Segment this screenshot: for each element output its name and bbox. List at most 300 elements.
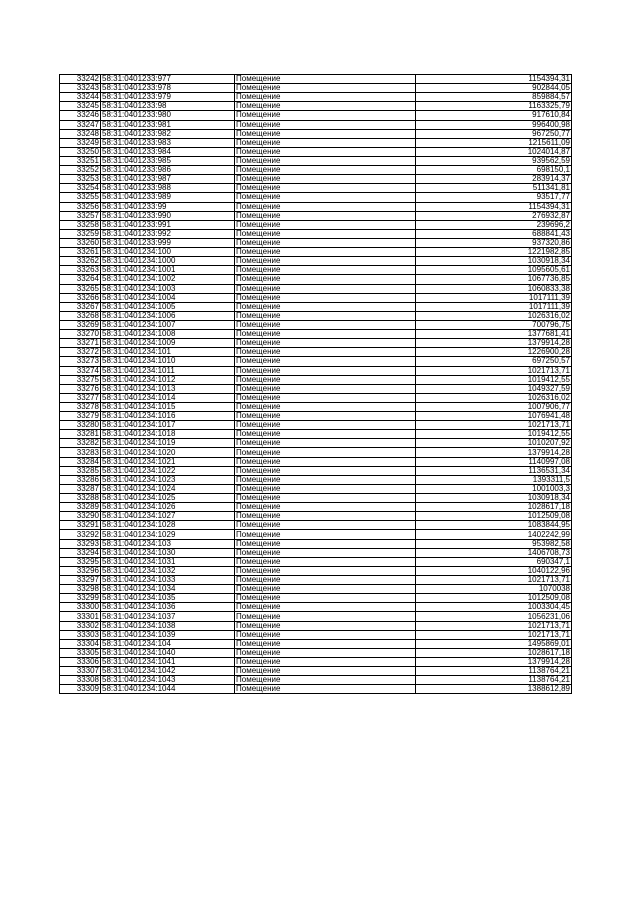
cadastral-value-cell: 1379914,28 bbox=[416, 658, 572, 667]
object-type-cell: Помещение bbox=[235, 639, 416, 648]
cadastral-number-cell: 58:31:0401233:982 bbox=[101, 129, 235, 138]
row-number-cell: 33262 bbox=[60, 257, 101, 266]
cadastral-number-cell: 58:31:0401234:1029 bbox=[101, 530, 235, 539]
cadastral-number-cell: 58:31:0401233:985 bbox=[101, 156, 235, 165]
table-row bbox=[60, 102, 572, 111]
object-type-cell: Помещение bbox=[235, 129, 416, 138]
object-type-cell: Помещение bbox=[235, 621, 416, 630]
cadastral-number-cell: 58:31:0401234:1036 bbox=[101, 603, 235, 612]
table-row bbox=[60, 585, 572, 594]
registry-table-body bbox=[60, 75, 572, 694]
row-number-cell: 33302 bbox=[60, 621, 101, 630]
cadastral-number-cell: 58:31:0401233:990 bbox=[101, 211, 235, 220]
object-type-cell: Помещение bbox=[235, 648, 416, 657]
object-type-cell: Помещение bbox=[235, 166, 416, 175]
row-number-cell: 33260 bbox=[60, 238, 101, 247]
row-number-cell: 33284 bbox=[60, 457, 101, 466]
table-row bbox=[60, 384, 572, 393]
row-number-cell: 33278 bbox=[60, 402, 101, 411]
cadastral-number-cell: 58:31:0401234:1041 bbox=[101, 658, 235, 667]
cadastral-value-cell: 937320,86 bbox=[416, 238, 572, 247]
row-number-cell: 33275 bbox=[60, 375, 101, 384]
object-type-cell: Помещение bbox=[235, 202, 416, 211]
cadastral-number-cell: 58:31:0401233:977 bbox=[101, 75, 235, 84]
object-type-cell: Помещение bbox=[235, 384, 416, 393]
row-number-cell: 33252 bbox=[60, 166, 101, 175]
cadastral-value-cell: 283914,37 bbox=[416, 175, 572, 184]
cadastral-value-cell: 1095605,61 bbox=[416, 266, 572, 275]
cadastral-number-cell: 58:31:0401234:1011 bbox=[101, 366, 235, 375]
cadastral-number-cell: 58:31:0401234:1022 bbox=[101, 466, 235, 475]
cadastral-value-cell: 1021713,71 bbox=[416, 621, 572, 630]
cadastral-value-cell: 1010207,92 bbox=[416, 439, 572, 448]
object-type-cell: Помещение bbox=[235, 257, 416, 266]
row-number-cell: 33296 bbox=[60, 566, 101, 575]
cadastral-value-cell: 1138764,21 bbox=[416, 667, 572, 676]
cadastral-value-cell: 1026316,02 bbox=[416, 393, 572, 402]
cadastral-value-cell: 1379914,28 bbox=[416, 339, 572, 348]
cadastral-number-cell: 58:31:0401234:1005 bbox=[101, 302, 235, 311]
cadastral-value-cell: 700796,75 bbox=[416, 320, 572, 329]
table-row bbox=[60, 539, 572, 548]
cadastral-value-cell: 1138764,21 bbox=[416, 676, 572, 685]
cadastral-value-cell: 1215611,09 bbox=[416, 138, 572, 147]
cadastral-number-cell: 58:31:0401234:1010 bbox=[101, 357, 235, 366]
cadastral-number-cell: 58:31:0401234:1028 bbox=[101, 521, 235, 530]
object-type-cell: Помещение bbox=[235, 512, 416, 521]
row-number-cell: 33251 bbox=[60, 156, 101, 165]
cadastral-number-cell: 58:31:0401234:1026 bbox=[101, 503, 235, 512]
object-type-cell: Помещение bbox=[235, 84, 416, 93]
row-number-cell: 33273 bbox=[60, 357, 101, 366]
object-type-cell: Помещение bbox=[235, 658, 416, 667]
table-row bbox=[60, 548, 572, 557]
cadastral-value-cell: 996400,98 bbox=[416, 120, 572, 129]
cadastral-number-cell: 58:31:0401234:1035 bbox=[101, 594, 235, 603]
cadastral-value-cell: 688841,43 bbox=[416, 229, 572, 238]
row-number-cell: 33292 bbox=[60, 530, 101, 539]
registry-table bbox=[59, 74, 572, 694]
cadastral-value-cell: 690347,1 bbox=[416, 557, 572, 566]
cadastral-number-cell: 58:31:0401233:981 bbox=[101, 120, 235, 129]
cadastral-value-cell: 511341,81 bbox=[416, 184, 572, 193]
object-type-cell: Помещение bbox=[235, 548, 416, 557]
cadastral-number-cell: 58:31:0401234:1003 bbox=[101, 284, 235, 293]
table-row bbox=[60, 75, 572, 84]
cadastral-value-cell: 276932,87 bbox=[416, 211, 572, 220]
cadastral-number-cell: 58:31:0401234:1007 bbox=[101, 320, 235, 329]
row-number-cell: 33287 bbox=[60, 484, 101, 493]
cadastral-number-cell: 58:31:0401234:1000 bbox=[101, 257, 235, 266]
table-row bbox=[60, 229, 572, 238]
row-number-cell: 33242 bbox=[60, 75, 101, 84]
row-number-cell: 33285 bbox=[60, 466, 101, 475]
table-row bbox=[60, 421, 572, 430]
object-type-cell: Помещение bbox=[235, 138, 416, 147]
cadastral-number-cell: 58:31:0401234:1040 bbox=[101, 648, 235, 657]
object-type-cell: Помещение bbox=[235, 585, 416, 594]
row-number-cell: 33272 bbox=[60, 348, 101, 357]
row-number-cell: 33255 bbox=[60, 193, 101, 202]
row-number-cell: 33303 bbox=[60, 630, 101, 639]
cadastral-value-cell: 1070038 bbox=[416, 585, 572, 594]
cadastral-number-cell: 58:31:0401234:1014 bbox=[101, 393, 235, 402]
object-type-cell: Помещение bbox=[235, 348, 416, 357]
cadastral-number-cell: 58:31:0401234:1002 bbox=[101, 275, 235, 284]
row-number-cell: 33308 bbox=[60, 676, 101, 685]
row-number-cell: 33258 bbox=[60, 220, 101, 229]
cadastral-number-cell: 58:31:0401233:99 bbox=[101, 202, 235, 211]
table-row bbox=[60, 475, 572, 484]
cadastral-value-cell: 1007906,77 bbox=[416, 402, 572, 411]
object-type-cell: Помещение bbox=[235, 484, 416, 493]
object-type-cell: Помещение bbox=[235, 630, 416, 639]
object-type-cell: Помещение bbox=[235, 284, 416, 293]
cadastral-number-cell: 58:31:0401233:98 bbox=[101, 102, 235, 111]
table-row bbox=[60, 257, 572, 266]
row-number-cell: 33261 bbox=[60, 248, 101, 257]
cadastral-number-cell: 58:31:0401234:1019 bbox=[101, 439, 235, 448]
table-row bbox=[60, 557, 572, 566]
cadastral-number-cell: 58:31:0401233:987 bbox=[101, 175, 235, 184]
table-row bbox=[60, 166, 572, 175]
row-number-cell: 33288 bbox=[60, 494, 101, 503]
object-type-cell: Помещение bbox=[235, 293, 416, 302]
row-number-cell: 33297 bbox=[60, 576, 101, 585]
row-number-cell: 33276 bbox=[60, 384, 101, 393]
object-type-cell: Помещение bbox=[235, 193, 416, 202]
object-type-cell: Помещение bbox=[235, 75, 416, 84]
cadastral-value-cell: 698150,1 bbox=[416, 166, 572, 175]
table-row bbox=[60, 612, 572, 621]
cadastral-number-cell: 58:31:0401233:989 bbox=[101, 193, 235, 202]
table-row bbox=[60, 284, 572, 293]
object-type-cell: Помещение bbox=[235, 220, 416, 229]
table-row bbox=[60, 120, 572, 129]
row-number-cell: 33298 bbox=[60, 585, 101, 594]
cadastral-value-cell: 1402242,99 bbox=[416, 530, 572, 539]
row-number-cell: 33264 bbox=[60, 275, 101, 284]
object-type-cell: Помещение bbox=[235, 439, 416, 448]
cadastral-value-cell: 239696,2 bbox=[416, 220, 572, 229]
cadastral-number-cell: 58:31:0401234:1027 bbox=[101, 512, 235, 521]
cadastral-number-cell: 58:31:0401234:1008 bbox=[101, 330, 235, 339]
object-type-cell: Помещение bbox=[235, 330, 416, 339]
object-type-cell: Помещение bbox=[235, 402, 416, 411]
row-number-cell: 33246 bbox=[60, 111, 101, 120]
cadastral-value-cell: 1030918,34 bbox=[416, 257, 572, 266]
row-number-cell: 33271 bbox=[60, 339, 101, 348]
cadastral-value-cell: 1393311,5 bbox=[416, 475, 572, 484]
cadastral-value-cell: 953982,58 bbox=[416, 539, 572, 548]
cadastral-value-cell: 1021713,71 bbox=[416, 576, 572, 585]
row-number-cell: 33249 bbox=[60, 138, 101, 147]
table-row bbox=[60, 348, 572, 357]
object-type-cell: Помещение bbox=[235, 93, 416, 102]
table-row bbox=[60, 275, 572, 284]
cadastral-value-cell: 1049327,59 bbox=[416, 384, 572, 393]
cadastral-value-cell: 1056231,06 bbox=[416, 612, 572, 621]
table-row bbox=[60, 457, 572, 466]
object-type-cell: Помещение bbox=[235, 576, 416, 585]
object-type-cell: Помещение bbox=[235, 147, 416, 156]
table-row bbox=[60, 676, 572, 685]
object-type-cell: Помещение bbox=[235, 412, 416, 421]
cadastral-number-cell: 58:31:0401234:100 bbox=[101, 248, 235, 257]
cadastral-value-cell: 1001003,3 bbox=[416, 484, 572, 493]
object-type-cell: Помещение bbox=[235, 503, 416, 512]
table-row bbox=[60, 366, 572, 375]
row-number-cell: 33291 bbox=[60, 521, 101, 530]
cadastral-value-cell: 93517,77 bbox=[416, 193, 572, 202]
table-row bbox=[60, 512, 572, 521]
cadastral-value-cell: 1017111,39 bbox=[416, 302, 572, 311]
row-number-cell: 33300 bbox=[60, 603, 101, 612]
row-number-cell: 33263 bbox=[60, 266, 101, 275]
cadastral-value-cell: 1030918,34 bbox=[416, 494, 572, 503]
object-type-cell: Помещение bbox=[235, 275, 416, 284]
row-number-cell: 33279 bbox=[60, 412, 101, 421]
cadastral-value-cell: 939562,59 bbox=[416, 156, 572, 165]
cadastral-number-cell: 58:31:0401233:979 bbox=[101, 93, 235, 102]
table-row bbox=[60, 111, 572, 120]
table-row bbox=[60, 211, 572, 220]
row-number-cell: 33253 bbox=[60, 175, 101, 184]
cadastral-number-cell: 58:31:0401233:984 bbox=[101, 147, 235, 156]
cadastral-value-cell: 1067736,85 bbox=[416, 275, 572, 284]
cadastral-value-cell: 859884,57 bbox=[416, 93, 572, 102]
row-number-cell: 33277 bbox=[60, 393, 101, 402]
cadastral-value-cell: 1060833,38 bbox=[416, 284, 572, 293]
cadastral-value-cell: 1024014,87 bbox=[416, 147, 572, 156]
cadastral-value-cell: 967250,77 bbox=[416, 129, 572, 138]
cadastral-value-cell: 1003304,45 bbox=[416, 603, 572, 612]
row-number-cell: 33309 bbox=[60, 685, 101, 694]
cadastral-number-cell: 58:31:0401234:1021 bbox=[101, 457, 235, 466]
row-number-cell: 33286 bbox=[60, 475, 101, 484]
table-row bbox=[60, 293, 572, 302]
object-type-cell: Помещение bbox=[235, 102, 416, 111]
table-row bbox=[60, 302, 572, 311]
cadastral-value-cell: 1154394,31 bbox=[416, 75, 572, 84]
cadastral-number-cell: 58:31:0401234:1039 bbox=[101, 630, 235, 639]
object-type-cell: Помещение bbox=[235, 266, 416, 275]
object-type-cell: Помещение bbox=[235, 430, 416, 439]
cadastral-number-cell: 58:31:0401234:1016 bbox=[101, 412, 235, 421]
cadastral-value-cell: 902844,05 bbox=[416, 84, 572, 93]
table-row bbox=[60, 129, 572, 138]
table-row bbox=[60, 667, 572, 676]
cadastral-number-cell: 58:31:0401234:1033 bbox=[101, 576, 235, 585]
table-row bbox=[60, 484, 572, 493]
object-type-cell: Помещение bbox=[235, 421, 416, 430]
table-row bbox=[60, 621, 572, 630]
table-row bbox=[60, 266, 572, 275]
table-row bbox=[60, 503, 572, 512]
object-type-cell: Помещение bbox=[235, 557, 416, 566]
cadastral-number-cell: 58:31:0401234:103 bbox=[101, 539, 235, 548]
cadastral-value-cell: 1021713,71 bbox=[416, 630, 572, 639]
cadastral-number-cell: 58:31:0401234:1030 bbox=[101, 548, 235, 557]
cadastral-value-cell: 1379914,28 bbox=[416, 448, 572, 457]
cadastral-value-cell: 1136531,34 bbox=[416, 466, 572, 475]
cadastral-number-cell: 58:31:0401234:1004 bbox=[101, 293, 235, 302]
object-type-cell: Помещение bbox=[235, 612, 416, 621]
row-number-cell: 33282 bbox=[60, 439, 101, 448]
table-row bbox=[60, 357, 572, 366]
cadastral-number-cell: 58:31:0401233:988 bbox=[101, 184, 235, 193]
object-type-cell: Помещение bbox=[235, 248, 416, 257]
object-type-cell: Помещение bbox=[235, 339, 416, 348]
cadastral-number-cell: 58:31:0401234:1001 bbox=[101, 266, 235, 275]
cadastral-number-cell: 58:31:0401234:101 bbox=[101, 348, 235, 357]
row-number-cell: 33244 bbox=[60, 93, 101, 102]
cadastral-value-cell: 1406708,73 bbox=[416, 548, 572, 557]
object-type-cell: Помещение bbox=[235, 466, 416, 475]
cadastral-number-cell: 58:31:0401234:1037 bbox=[101, 612, 235, 621]
object-type-cell: Помещение bbox=[235, 566, 416, 575]
cadastral-number-cell: 58:31:0401234:1038 bbox=[101, 621, 235, 630]
table-row bbox=[60, 320, 572, 329]
table-row bbox=[60, 412, 572, 421]
table-row bbox=[60, 402, 572, 411]
cadastral-value-cell: 1083844,95 bbox=[416, 521, 572, 530]
cadastral-value-cell: 1028617,18 bbox=[416, 503, 572, 512]
row-number-cell: 33268 bbox=[60, 311, 101, 320]
cadastral-number-cell: 58:31:0401234:1015 bbox=[101, 402, 235, 411]
object-type-cell: Помещение bbox=[235, 229, 416, 238]
cadastral-value-cell: 697250,57 bbox=[416, 357, 572, 366]
table-row bbox=[60, 202, 572, 211]
object-type-cell: Помещение bbox=[235, 667, 416, 676]
object-type-cell: Помещение bbox=[235, 393, 416, 402]
row-number-cell: 33248 bbox=[60, 129, 101, 138]
cadastral-number-cell: 58:31:0401233:986 bbox=[101, 166, 235, 175]
table-row bbox=[60, 375, 572, 384]
table-row bbox=[60, 220, 572, 229]
table-row bbox=[60, 193, 572, 202]
row-number-cell: 33266 bbox=[60, 293, 101, 302]
cadastral-number-cell: 58:31:0401234:1023 bbox=[101, 475, 235, 484]
table-row bbox=[60, 521, 572, 530]
table-row bbox=[60, 494, 572, 503]
object-type-cell: Помещение bbox=[235, 184, 416, 193]
object-type-cell: Помещение bbox=[235, 603, 416, 612]
object-type-cell: Помещение bbox=[235, 375, 416, 384]
cadastral-value-cell: 1377681,41 bbox=[416, 330, 572, 339]
object-type-cell: Помещение bbox=[235, 320, 416, 329]
table-row bbox=[60, 685, 572, 694]
object-type-cell: Помещение bbox=[235, 366, 416, 375]
cadastral-number-cell: 58:31:0401234:1042 bbox=[101, 667, 235, 676]
cadastral-value-cell: 1017111,39 bbox=[416, 293, 572, 302]
object-type-cell: Помещение bbox=[235, 685, 416, 694]
row-number-cell: 33290 bbox=[60, 512, 101, 521]
table-row bbox=[60, 658, 572, 667]
cadastral-value-cell: 1221982,85 bbox=[416, 248, 572, 257]
cadastral-value-cell: 1019412,55 bbox=[416, 375, 572, 384]
row-number-cell: 33254 bbox=[60, 184, 101, 193]
table-row bbox=[60, 147, 572, 156]
table-row bbox=[60, 530, 572, 539]
row-number-cell: 33274 bbox=[60, 366, 101, 375]
cadastral-number-cell: 58:31:0401234:1017 bbox=[101, 421, 235, 430]
row-number-cell: 33270 bbox=[60, 330, 101, 339]
table-row bbox=[60, 238, 572, 247]
table-row bbox=[60, 84, 572, 93]
row-number-cell: 33243 bbox=[60, 84, 101, 93]
object-type-cell: Помещение bbox=[235, 311, 416, 320]
row-number-cell: 33283 bbox=[60, 448, 101, 457]
object-type-cell: Помещение bbox=[235, 211, 416, 220]
cadastral-number-cell: 58:31:0401234:1032 bbox=[101, 566, 235, 575]
cadastral-value-cell: 1021713,71 bbox=[416, 366, 572, 375]
object-type-cell: Помещение bbox=[235, 494, 416, 503]
table-row bbox=[60, 311, 572, 320]
table-row bbox=[60, 138, 572, 147]
table-row bbox=[60, 93, 572, 102]
object-type-cell: Помещение bbox=[235, 594, 416, 603]
table-row bbox=[60, 430, 572, 439]
cadastral-value-cell: 1012509,08 bbox=[416, 594, 572, 603]
cadastral-value-cell: 917610,84 bbox=[416, 111, 572, 120]
table-row bbox=[60, 576, 572, 585]
row-number-cell: 33247 bbox=[60, 120, 101, 129]
table-row bbox=[60, 248, 572, 257]
row-number-cell: 33307 bbox=[60, 667, 101, 676]
table-row bbox=[60, 594, 572, 603]
row-number-cell: 33269 bbox=[60, 320, 101, 329]
table-row bbox=[60, 439, 572, 448]
cadastral-value-cell: 1140997,08 bbox=[416, 457, 572, 466]
row-number-cell: 33306 bbox=[60, 658, 101, 667]
object-type-cell: Помещение bbox=[235, 448, 416, 457]
table-row bbox=[60, 566, 572, 575]
table-row bbox=[60, 639, 572, 648]
object-type-cell: Помещение bbox=[235, 302, 416, 311]
cadastral-value-cell: 1495869,01 bbox=[416, 639, 572, 648]
cadastral-number-cell: 58:31:0401234:1043 bbox=[101, 676, 235, 685]
table-row bbox=[60, 466, 572, 475]
object-type-cell: Помещение bbox=[235, 676, 416, 685]
cadastral-number-cell: 58:31:0401234:1006 bbox=[101, 311, 235, 320]
cadastral-number-cell: 58:31:0401234:1044 bbox=[101, 685, 235, 694]
table-row bbox=[60, 184, 572, 193]
table-row bbox=[60, 393, 572, 402]
table-row bbox=[60, 339, 572, 348]
row-number-cell: 33281 bbox=[60, 430, 101, 439]
row-number-cell: 33265 bbox=[60, 284, 101, 293]
object-type-cell: Помещение bbox=[235, 530, 416, 539]
cadastral-value-cell: 1028617,18 bbox=[416, 648, 572, 657]
cadastral-value-cell: 1021713,71 bbox=[416, 421, 572, 430]
object-type-cell: Помещение bbox=[235, 111, 416, 120]
cadastral-value-cell: 1026316,02 bbox=[416, 311, 572, 320]
object-type-cell: Помещение bbox=[235, 475, 416, 484]
row-number-cell: 33304 bbox=[60, 639, 101, 648]
row-number-cell: 33256 bbox=[60, 202, 101, 211]
object-type-cell: Помещение bbox=[235, 539, 416, 548]
cadastral-number-cell: 58:31:0401234:1025 bbox=[101, 494, 235, 503]
row-number-cell: 33305 bbox=[60, 648, 101, 657]
object-type-cell: Помещение bbox=[235, 156, 416, 165]
cadastral-number-cell: 58:31:0401234:104 bbox=[101, 639, 235, 648]
row-number-cell: 33294 bbox=[60, 548, 101, 557]
row-number-cell: 33280 bbox=[60, 421, 101, 430]
cadastral-number-cell: 58:31:0401233:978 bbox=[101, 84, 235, 93]
row-number-cell: 33301 bbox=[60, 612, 101, 621]
cadastral-number-cell: 58:31:0401234:1013 bbox=[101, 384, 235, 393]
